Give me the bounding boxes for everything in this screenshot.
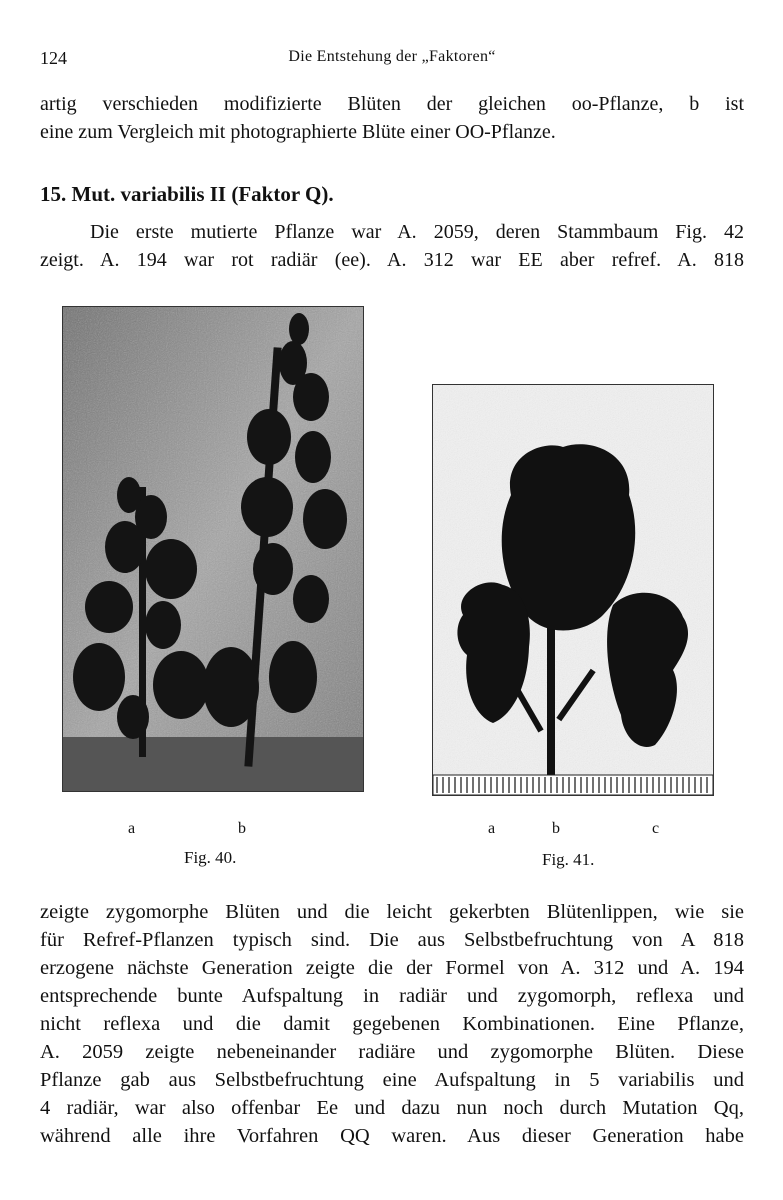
section-heading: 15. Mut. variabilis II (Faktor Q). (40, 182, 334, 206)
text-line: A. 2059 zeigte nebeneinander radiäre und zygomorphe Blüten. Diese (40, 1041, 744, 1063)
figure-40-label-b: b (238, 820, 246, 837)
text-line: für Refref-Pflanzen typisch sind. Die aus Selbstbefruchtung von A 818 (40, 929, 744, 951)
page-number: 124 (40, 48, 67, 68)
paragraph-continued (40, 90, 744, 146)
paragraph-main (40, 898, 744, 1150)
text-line: eine zum Vergleich mit photographierte Blüte einer OO-Pflanze. (40, 121, 556, 143)
text-line: zeigte zygomorphe Blüten und die leicht gekerbten Blütenlippen, wie sie (40, 901, 744, 923)
figure-41-caption: Fig. 41. (542, 850, 595, 869)
figure-40-caption: Fig. 40. (184, 848, 237, 867)
text-line: erzogene nächste Generation zeigte die der Formel von A. 312 und A. 194 (40, 957, 744, 979)
figure-41-label-a: a (488, 820, 496, 837)
figure-41-label-b: b (552, 820, 560, 837)
flowers-with-ruler-illustration (433, 385, 713, 795)
text-line: während alle ihre Vorfahren QQ waren. Aus dieser Generation habe (40, 1125, 744, 1147)
text-line: Die erste mutierte Pflanze war A. 2059, deren Stammbaum Fig. 42 (90, 221, 744, 243)
text-line: artig verschieden modifizierte Blüten der gleichen oo-Pflanze, b ist (40, 93, 744, 115)
figure-40-photo (62, 306, 364, 792)
paragraph-intro (40, 218, 744, 274)
text-line: 4 radiär, war also offenbar Ee und dazu nun noch durch Mutation Qq, (40, 1097, 744, 1119)
text-line: entsprechende bunte Aufspaltung in radiär und zygomorph, reflexa und (40, 985, 744, 1007)
text-line: nicht reflexa und die damit gegebenen Kombinationen. Eine Pflanze, (40, 1013, 744, 1035)
figure-41-photo (432, 384, 714, 796)
flower-stalks-illustration (63, 307, 363, 791)
text-line: Pflanze gab aus Selbstbefruchtung eine Aufspaltung in 5 variabilis und (40, 1069, 744, 1091)
figure-41-label-c: c (652, 820, 660, 837)
page-header (40, 48, 744, 72)
running-title: Die Entstehung der „Faktoren“ (288, 48, 496, 65)
text-line: zeigt. A. 194 war rot radiär (ee). A. 312 war EE aber refref. A. 818 (40, 249, 744, 271)
figure-40-label-a: a (128, 820, 136, 837)
